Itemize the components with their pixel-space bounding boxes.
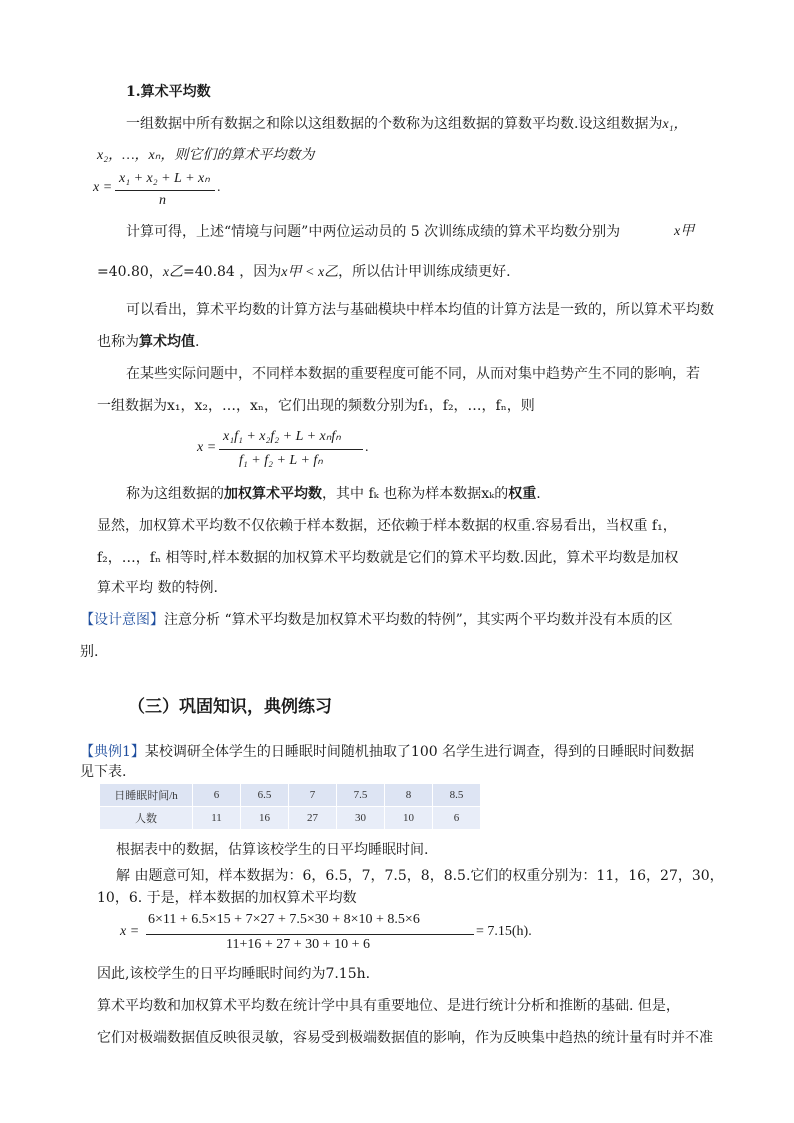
formula2-numerator: x₁f₁ + x₂f₂ + L + xₙfₙ	[223, 429, 341, 444]
paragraph-consistency-line2: 也称为算术均值.	[97, 334, 200, 350]
table-cell: 6	[193, 784, 241, 807]
formula3-numerator: 6×11 + 6.5×15 + 7×27 + 7.5×30 + 8×10 + 8.5×6	[148, 912, 420, 927]
term-arithmetic-mean-value: 算术均值	[139, 334, 195, 350]
table-cell: 16	[241, 807, 289, 830]
table-row	[100, 807, 481, 830]
section-heading: （三）巩固知识，典例练习	[128, 697, 332, 717]
formula2-denominator: f₁ + f₂ + L + fₙ	[239, 453, 323, 468]
formula1-numerator: x₁ + x₂ + L + xₙ	[119, 171, 210, 186]
paragraph-conclusion-line1: 显然，加权算术平均数不仅依赖于样本数据，还依赖于样本数据的权重.容易看出，当权重 f₁，	[97, 518, 677, 534]
example-statement-line2: 见下表.	[80, 764, 127, 780]
comparison: x甲 < x乙	[281, 265, 339, 280]
table-cell: 6	[433, 807, 481, 830]
formula3-denominator: 11+16 + 27 + 30 + 10 + 6	[226, 937, 370, 952]
design-intent-tag: 【设计意图】	[80, 612, 164, 628]
sleep-time-table	[100, 784, 481, 829]
definition-text: 一组数据中所有数据之和除以这组数据的个数称为这组数据的算数平均数.设这组数据为	[126, 116, 663, 132]
paragraph-weighted-def: 称为这组数据的加权算术平均数，其中 fₖ 也称为样本数据xₖ的权重.	[126, 486, 541, 502]
design-intent-line2: 别.	[80, 644, 99, 660]
paragraph-weighted-intro-line2: 一组数据为x₁，x₂，…，xₙ，它们出现的频数分别为f₁，f₂，…，fₙ，则	[97, 398, 535, 414]
paragraph-conclusion-line3: 算术平均 数的特例.	[97, 580, 218, 596]
formula-weighted-mean: x = x₁f₁ + x₂f₂ + L + xₙfₙ f₁ + f₂ + L + fₙ .	[197, 429, 369, 468]
section-title: 1.算术平均数	[126, 84, 211, 100]
table-cell: 11	[193, 807, 241, 830]
example-statement: 【典例1】某校调研全体学生的日睡眠时间随机抽取了100 名学生进行调查，得到的日睡眠时间数据	[80, 744, 695, 760]
x-yi-symbol: x乙	[162, 265, 184, 280]
table-cell: 30	[337, 807, 385, 830]
table-cell: 7	[289, 784, 337, 807]
solution-line1: 解 由题意可知，样本数据为：6，6.5，7，7.5，8，8.5.它们的权重分别为：11，16，27，30，	[116, 868, 724, 884]
x1-symbol: x₁，	[662, 117, 688, 132]
solution-line2: 10，6. 于是，样本数据的加权算术平均数	[97, 890, 357, 906]
paragraph-conclusion-line2: f₂，…，fₙ 相等时,样本数据的加权算术平均数就是它们的算术平均数.因此，算术平均数是加权	[97, 550, 679, 566]
calculation-line2: =40.80，x乙=40.84 ，因为x甲 < x乙，所以估计甲训练成绩更好.	[97, 264, 511, 280]
example-question: 根据表中的数据，估算该校学生的日平均睡眠时间.	[116, 842, 429, 858]
table-cell: 10	[385, 807, 433, 830]
design-intent: 【设计意图】注意分析 “算术平均数是加权算术平均数的特例”，其实两个平均数并没有本质的区	[80, 612, 673, 628]
formula-example-result: x = 6×11 + 6.5×15 + 7×27 + 7.5×30 + 8×10 + 8.5×6 11+16 + 27 + 30 + 10 + 6 = 7.15(h).	[120, 912, 532, 952]
x-jia-symbol: x甲	[674, 224, 695, 239]
table-cell: 27	[289, 807, 337, 830]
formula-arithmetic-mean: x = x₁ + x₂ + L + xₙ n .	[93, 171, 221, 208]
paragraph-consistency: 可以看出，算术平均数的计算方法与基础模块中样本均值的计算方法是一致的，所以算术平均数	[126, 302, 714, 318]
table-cell: 8.5	[433, 784, 481, 807]
table-cell: 8	[385, 784, 433, 807]
formula1-lhs: x =	[93, 180, 113, 195]
table-header-count: 人数	[100, 807, 193, 830]
term-weight: 权重	[508, 486, 537, 502]
formula1-denominator: n	[159, 193, 166, 208]
table-cell: 6.5	[241, 784, 289, 807]
table-header-time: 日睡眠时间/h	[100, 784, 193, 807]
example-tag: 【典例1】	[80, 744, 145, 760]
closing-line2: 它们对极端数据值反映很灵敏，容易受到极端数据值的影响，作为反映集中趋热的统计量有时并不准	[97, 1030, 713, 1046]
term-weighted-mean: 加权算术平均数	[224, 486, 322, 502]
formula3-result: = 7.15(h).	[476, 924, 532, 939]
definition-line2: x₂，…，xₙ，则它们的算术平均数为	[97, 148, 315, 163]
paragraph-weighted-intro: 在某些实际问题中，不同样本数据的重要程度可能不同，从而对集中趋势产生不同的影响，若	[126, 366, 700, 382]
paragraph-calculation: 计算可得，上述“情境与问题”中两位运动员的 5 次训练成绩的算术平均数分别为	[126, 224, 621, 240]
paragraph-definition	[126, 114, 688, 135]
table-cell: 7.5	[337, 784, 385, 807]
example-conclusion: 因此,该校学生的日平均睡眠时间约为7.15h.	[97, 966, 371, 982]
closing-line1: 算术平均数和加权算术平均数在统计学中具有重要地位、是进行统计分析和推断的基础. 但是，	[97, 998, 680, 1014]
table-row	[100, 784, 481, 807]
